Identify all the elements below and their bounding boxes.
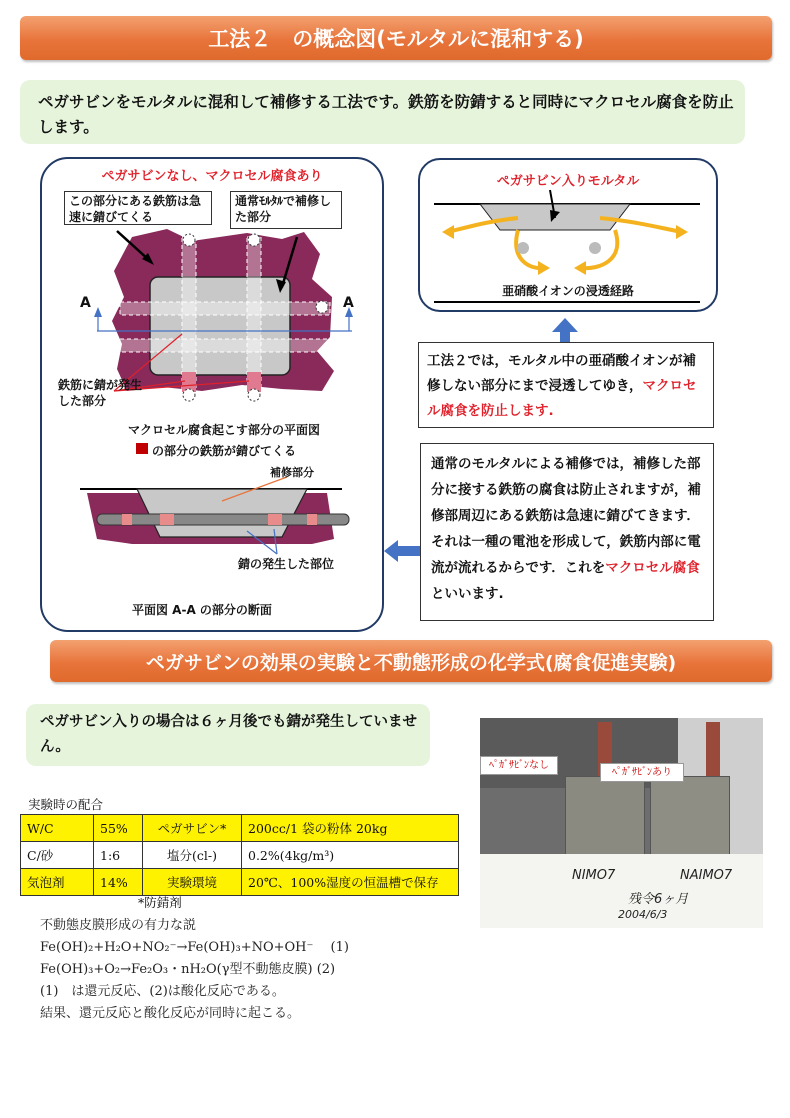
- explain-box-method2: [418, 342, 714, 428]
- right-diagram-caption: 亜硝酸イオンの浸透経路: [502, 284, 634, 298]
- legend-text: の部分の鉄筋が錆びてくる: [152, 444, 297, 458]
- callout-rebar-text: この部分にある鉄筋は急速に錆びてくる: [69, 194, 202, 224]
- table-cell: 14%: [94, 869, 143, 896]
- chemistry-note1: (1) は還元反応、(2)は酸化反応である。: [40, 984, 285, 999]
- left-diagram-panel: [40, 157, 384, 632]
- rust-label-text: 鉄筋に錆が発生した部分: [58, 378, 143, 408]
- callout-repair: [230, 191, 342, 229]
- experiment-photo: [480, 718, 763, 928]
- table-cell: 塩分(cl-): [143, 842, 242, 869]
- right-diagram-panel: [418, 158, 718, 312]
- chemistry-note2: 結果、還元反応と酸化反応が同時に起こる。: [40, 1006, 301, 1021]
- photo-label-left: [480, 756, 558, 775]
- table-cell: 1:6: [94, 842, 143, 869]
- explain-box-macrocell-text: 通常のモルタルによる補修では，補修した部分に接する鉄筋の腐食は防止されますが，補修部周辺にある鉄筋は急速に錆びてきます．それは一種の電池を形成して，鉄筋内部に電流が流れるからです．これを: [431, 456, 701, 576]
- table-cell: 20℃、100%湿度の恒温槽で保存: [242, 869, 459, 896]
- callout-rebar: [64, 191, 212, 225]
- section2-banner: [50, 640, 772, 682]
- callout-repair-text: 通常ﾓﾙﾀﾙで補修した部分: [235, 194, 332, 224]
- left-diagram-title: ペガサビンなし、マクロセル腐食あり: [101, 169, 323, 184]
- table-cell: 気泡剤: [21, 869, 94, 896]
- explain-box-macrocell-highlight: マクロセル腐食: [605, 560, 700, 576]
- table-cell: 55%: [94, 815, 143, 842]
- table-row: [21, 869, 459, 896]
- repair-mortar-patch: [150, 277, 290, 375]
- chemistry-block: [40, 915, 349, 1025]
- photo-marking-right: NAIMO7: [680, 868, 733, 883]
- mix-table-title: 実験時の配合: [28, 797, 104, 812]
- table-cell: C/砂: [21, 842, 94, 869]
- table-row: [21, 842, 459, 869]
- table-cell: ペガサビン*: [143, 815, 242, 842]
- rust-label: [58, 377, 150, 409]
- marker-a-left: A: [80, 295, 91, 311]
- photo-marking-date-label: 残令6ヶ月: [628, 892, 689, 907]
- rust-site-label: 錆の発生した部位: [238, 557, 335, 571]
- section2-banner-text: ペガサビンの効果の実験と不動態形成の化学式(腐食促進実験): [145, 651, 677, 674]
- explain-box-method2-highlight: マクロセル腐食を防止します.: [427, 378, 697, 419]
- explain-box-macrocell-text-end: といいます.: [431, 586, 504, 602]
- table-cell: 200cc/1 袋の粉体 20kg: [242, 815, 459, 842]
- plan-caption: マクロセル腐食起こす部分の平面図: [128, 423, 321, 437]
- section1-intro-text: ペガサビンをモルタルに混和して補修する工法です。鉄筋を防錆すると同時にマクロセル腐食を防止します。: [38, 93, 734, 136]
- mix-table: [20, 814, 459, 896]
- photo-label-left-text: ﾍﾟｶﾞｻﾋﾞﾝなし: [489, 760, 549, 771]
- section2-result: [26, 704, 430, 766]
- section2-result-text: ペガサビン入りの場合は６ヶ月後でも錆が発生していません。: [40, 714, 417, 755]
- photo-label-right-text: ﾍﾟｶﾞｻﾋﾞﾝあり: [612, 767, 672, 778]
- chemistry-eq2: Fe(OH)₃+O₂→Fe₂O₃・nH₂O(γ型不動態皮膜) (2): [40, 962, 336, 977]
- explain-box-macrocell: [420, 443, 714, 621]
- photo-marking-left: NIMO7: [572, 868, 616, 883]
- photo-marking-date: 2004/6/3: [618, 908, 668, 921]
- table-cell: W/C: [21, 815, 94, 842]
- repair-label: 補修部分: [270, 466, 314, 479]
- section1-banner-text: 工法２ の概念図(モルタルに混和する): [208, 27, 584, 51]
- table-cell: 実験環境: [143, 869, 242, 896]
- chemistry-eq1: Fe(OH)₂+H₂O+NO₂⁻→Fe(OH)₃+NO+OH⁻ (1): [40, 940, 349, 955]
- table-row: [21, 815, 459, 842]
- explain-box-method2-text: 工法２では，モルタル中の亜硝酸イオンが補修しない部分にまで浸透してゆき，: [427, 353, 697, 394]
- section-caption: 平面図 A-A の部分の断面: [132, 603, 272, 617]
- right-diagram-title: ペガサビン入りモルタル: [496, 174, 640, 189]
- section1-intro: [20, 80, 745, 144]
- table-cell: 0.2%(4kg/m³): [242, 842, 459, 869]
- mix-table-footnote: *防錆剤: [138, 895, 182, 910]
- legend-swatch: [136, 443, 148, 454]
- section1-banner: [20, 16, 772, 60]
- photo-label-right: [600, 763, 684, 782]
- arrow-left-icon: [384, 540, 420, 562]
- chemistry-heading: 不動態皮膜形成の有力な説: [40, 918, 197, 933]
- marker-a-right: A: [343, 295, 354, 311]
